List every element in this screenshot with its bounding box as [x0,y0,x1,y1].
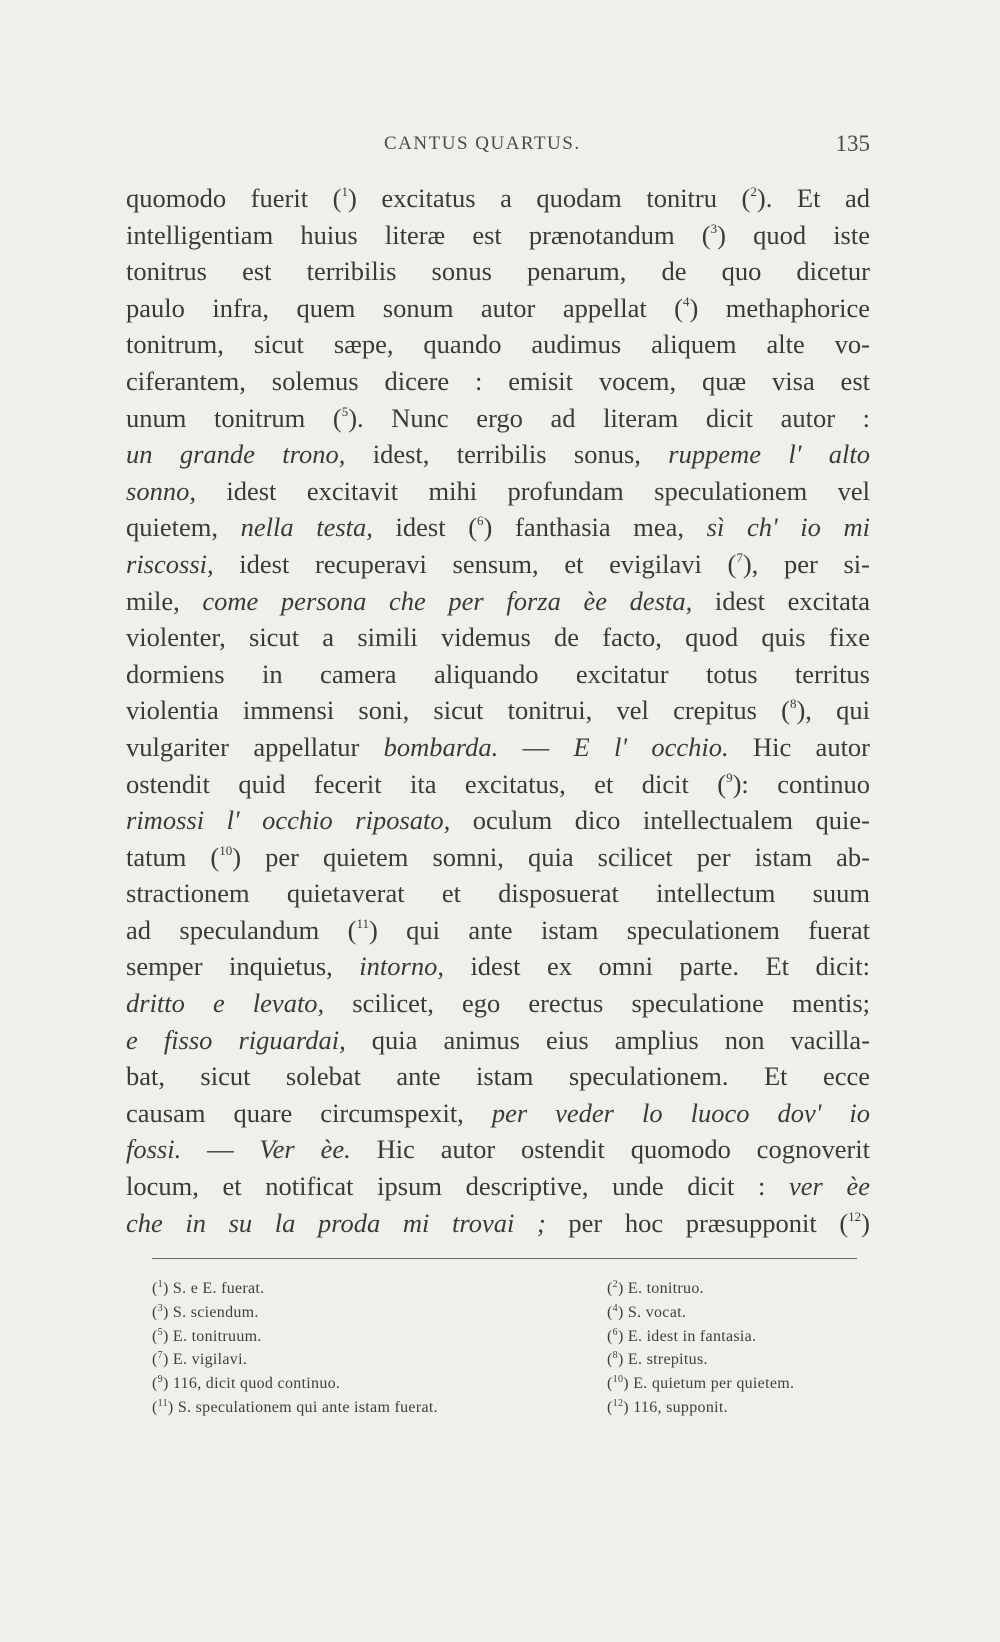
body-line [126,290,870,327]
footnote-marker: 12 [848,1208,862,1224]
text-run: quia animus eius amplius non vacilla- [345,1024,870,1055]
body-line [126,473,870,510]
italic-quote: come persona che per forza èe desta, [202,585,693,616]
text-run: idest recuperavi sensum, et evigilavi ( [213,548,737,579]
footnote-text: E. tonitruo. [623,1280,704,1297]
body-line [126,217,870,254]
text-run: ostendit quid fecerit ita excitatus, et dicit ( [126,768,727,799]
text-run: mile, [126,585,203,616]
body-line [126,400,870,437]
footnote: ($^7$) E. vigilavi. [152,1350,248,1369]
footnote: ($^{11}$) S. speculationem qui ante istam fuerat. [152,1397,438,1416]
footnote-row [152,1348,864,1372]
footnote-text: S. sciendum. [168,1303,259,1321]
text-run: oculum dico intellectualem quie- [450,805,870,836]
text-run: — [181,1134,260,1165]
text-run: ). Nunc ergo ad literam dicit autor : [348,402,870,433]
text-run: scilicet, ego erectus speculatione mentis; [324,988,870,1019]
footnote-row [152,1277,864,1301]
body-line [126,1058,870,1095]
footnote: ($^9$) 116, dicit quod continuo. [152,1374,341,1393]
text-run: ), per si- [742,548,870,579]
text-run: quomodo fuerit ( [126,183,342,213]
italic-quote: E l' occhio. [573,731,729,762]
footnote-text: 116, supponit. [628,1398,728,1416]
text-run: violenter, sicut a simili videmus de facto, quod quis fixe [126,622,870,653]
text-run: Hic autor ostendit quomodo cognoverit [350,1134,871,1165]
footnote-number: 10 [612,1374,624,1386]
footnote-marker: 9 [726,769,733,785]
footnote-text: S. e E. fuerat. [168,1280,265,1297]
text-run: tonitrus est terribilis sonus penarum, de quo dicetur [126,256,870,287]
page-number: 135 [835,131,870,156]
footnote-number: 2 [612,1279,618,1290]
footnote: ($^2$) E. tonitruo. [607,1279,704,1297]
body-line [126,1131,870,1168]
running-title: CANTUS QUARTUS. [384,133,581,154]
text-run: per hoc præsupponit ( [545,1207,849,1238]
footnote-text: S. vocat. [623,1303,687,1321]
italic-quote: sì ch' io mi [706,512,870,543]
text-run: ) qui ante istam speculationem fuerat [368,914,870,945]
italic-quote: bombarda. [383,731,499,762]
footnote-number: 1 [157,1279,163,1290]
body-line [126,875,870,912]
text-run: idest ( [372,512,478,543]
body-line [126,619,870,656]
text-run: locum, et notificat ipsum descriptive, unde dicit : [126,1171,789,1202]
text-run: ad speculandum ( [126,914,357,945]
text-run: stractionem quietaverat et disposuerat intellectum suum [126,878,870,909]
text-run: ) [861,1207,870,1238]
footnote-marker: 1 [341,184,348,199]
footnote-number: 5 [157,1326,163,1338]
footnote: ($^{12}$) 116, supponit. [607,1397,728,1416]
footnote-marker: 10 [219,842,233,858]
text-run: idest, terribilis sonus, [345,439,669,470]
text-run: vulgariter appellatur [126,731,384,762]
italic-quote: e fisso riguardai, [126,1024,346,1055]
body-line [126,180,870,217]
body-line [126,656,870,693]
footnote-row [152,1325,864,1349]
text-run: semper inquietus, [126,951,360,982]
text-run: ) per quietem somni, quia scilicet per istam ab- [232,841,870,872]
text-run: ciferantem, solemus dicere : emisit vocem, quæ visa est [126,365,870,396]
footnotes [152,1277,864,1420]
italic-quote: riscossi, [126,548,214,579]
footnote-number: 12 [612,1397,624,1409]
footnote: ($^3$) S. sciendum. [152,1302,259,1321]
footnote-marker: 8 [789,696,797,712]
italic-quote: un grande trono, [126,439,346,470]
footnote-marker: 6 [477,513,484,529]
italic-quote: che in su la proda mi trovai ; [126,1207,546,1238]
body-line [126,253,870,290]
footnote-marker: 5 [341,403,349,419]
text-run: ) fanthasia mea, [483,512,707,543]
footnote-text: E. tonitruum. [168,1327,262,1345]
footnote-marker: 7 [736,549,743,565]
footnote-number: 3 [157,1302,163,1314]
italic-quote: Ver èe. [259,1134,351,1165]
footnote-text: E. quietum per quietem. [628,1375,795,1393]
text-run: quietem, [126,512,241,543]
text-run: ) quod iste [717,219,870,250]
text-run: dormiens in camera aliquando excitatur totus territus [126,658,870,689]
text-run: idest ex omni parte. Et dicit: [443,951,870,982]
body-line [126,436,870,473]
footnote-number: 11 [157,1397,168,1409]
body-line [126,948,870,985]
text-run: idest excitata [692,585,870,616]
footnote: ($^8$) E. strepitus. [607,1350,708,1369]
italic-quote: ruppeme l' alto [668,439,870,470]
text-run: intelligentiam huius literæ est prænotandum ( [126,219,711,250]
body-line [126,363,870,400]
footnote-text: E. vigilavi. [168,1351,248,1369]
body-line [126,1095,870,1132]
footnote-number: 7 [157,1350,163,1362]
footnote-text: S. speculationem qui ante istam fuerat. [173,1398,438,1416]
italic-quote: per veder lo luoco dov' io [491,1097,871,1128]
footnote-rule [152,1258,857,1259]
text-run: causam quare circumspexit, [126,1097,492,1128]
italic-quote: fossi. [126,1134,182,1165]
italic-quote: intorno, [359,951,444,982]
text-run: paulo infra, quem sonum autor appellat ( [126,292,683,323]
text-run: idest excitavit mihi profundam speculationem vel [195,475,870,506]
italic-quote: dritto e levato, [126,988,325,1019]
footnote: ($^5$) E. tonitruum. [152,1326,262,1345]
body-line [126,729,870,766]
text-run: ), qui [796,695,870,726]
body-line [126,546,870,583]
text-run: unum tonitrum ( [126,402,342,433]
footnote-row [152,1372,864,1396]
body-line [126,509,870,546]
body-line [126,985,870,1022]
footnote: ($^4$) S. vocat. [607,1302,687,1321]
text-run: ). Et ad [756,183,871,213]
italic-quote: nella testa, [240,512,373,543]
body-line [126,1168,870,1205]
text-run: ) excitatus a quodam tonitru ( [347,183,751,213]
body-line [126,839,870,876]
body-text [126,180,870,1241]
italic-quote: sonno, [126,475,196,506]
body-line [126,1022,870,1059]
footnote-number: 6 [612,1326,618,1338]
text-run: ) methaphorice [689,292,870,323]
footnote: ($^1$) S. e E. fuerat. [152,1279,265,1297]
footnote-text: E. idest in fantasia. [623,1327,757,1345]
footnote-text: 116, dicit quod continuo. [168,1375,341,1393]
body-line [126,583,870,620]
text-run: ): continuo [732,768,870,799]
text-run: — [498,731,574,762]
text-run: bat, sicut solebat ante istam speculationem. Et ecce [126,1061,870,1092]
body-line [126,802,870,839]
body-line [126,1205,870,1242]
footnote: ($^6$) E. idest in fantasia. [607,1326,757,1345]
footnote-marker: 4 [682,293,690,309]
footnote-marker: 2 [750,184,757,199]
footnote-text: E. strepitus. [623,1351,708,1369]
footnote-row [152,1396,864,1420]
running-head [126,131,870,161]
footnote-number: 8 [612,1350,618,1362]
body-line [126,912,870,949]
body-line [126,326,870,363]
footnote-number: 9 [157,1374,163,1386]
italic-quote: ver èe [789,1171,870,1202]
text-run: tonitrum, sicut sæpe, quando audimus aliquem alte vo- [126,329,870,360]
text-run: tatum ( [126,841,220,872]
italic-quote: rimossi l' occhio riposato, [126,805,451,836]
text-run: violentia immensi soni, sicut tonitrui, vel crepitus ( [126,695,790,726]
footnote-number: 4 [612,1302,618,1314]
body-line [126,692,870,729]
footnote: ($^{10}$) E. quietum per quietem. [607,1374,795,1393]
body-line [126,766,870,803]
footnote-marker: 3 [710,220,718,236]
footnote-row [152,1301,864,1325]
footnote-marker: 11 [356,915,369,931]
text-run: Hic autor [728,731,871,762]
